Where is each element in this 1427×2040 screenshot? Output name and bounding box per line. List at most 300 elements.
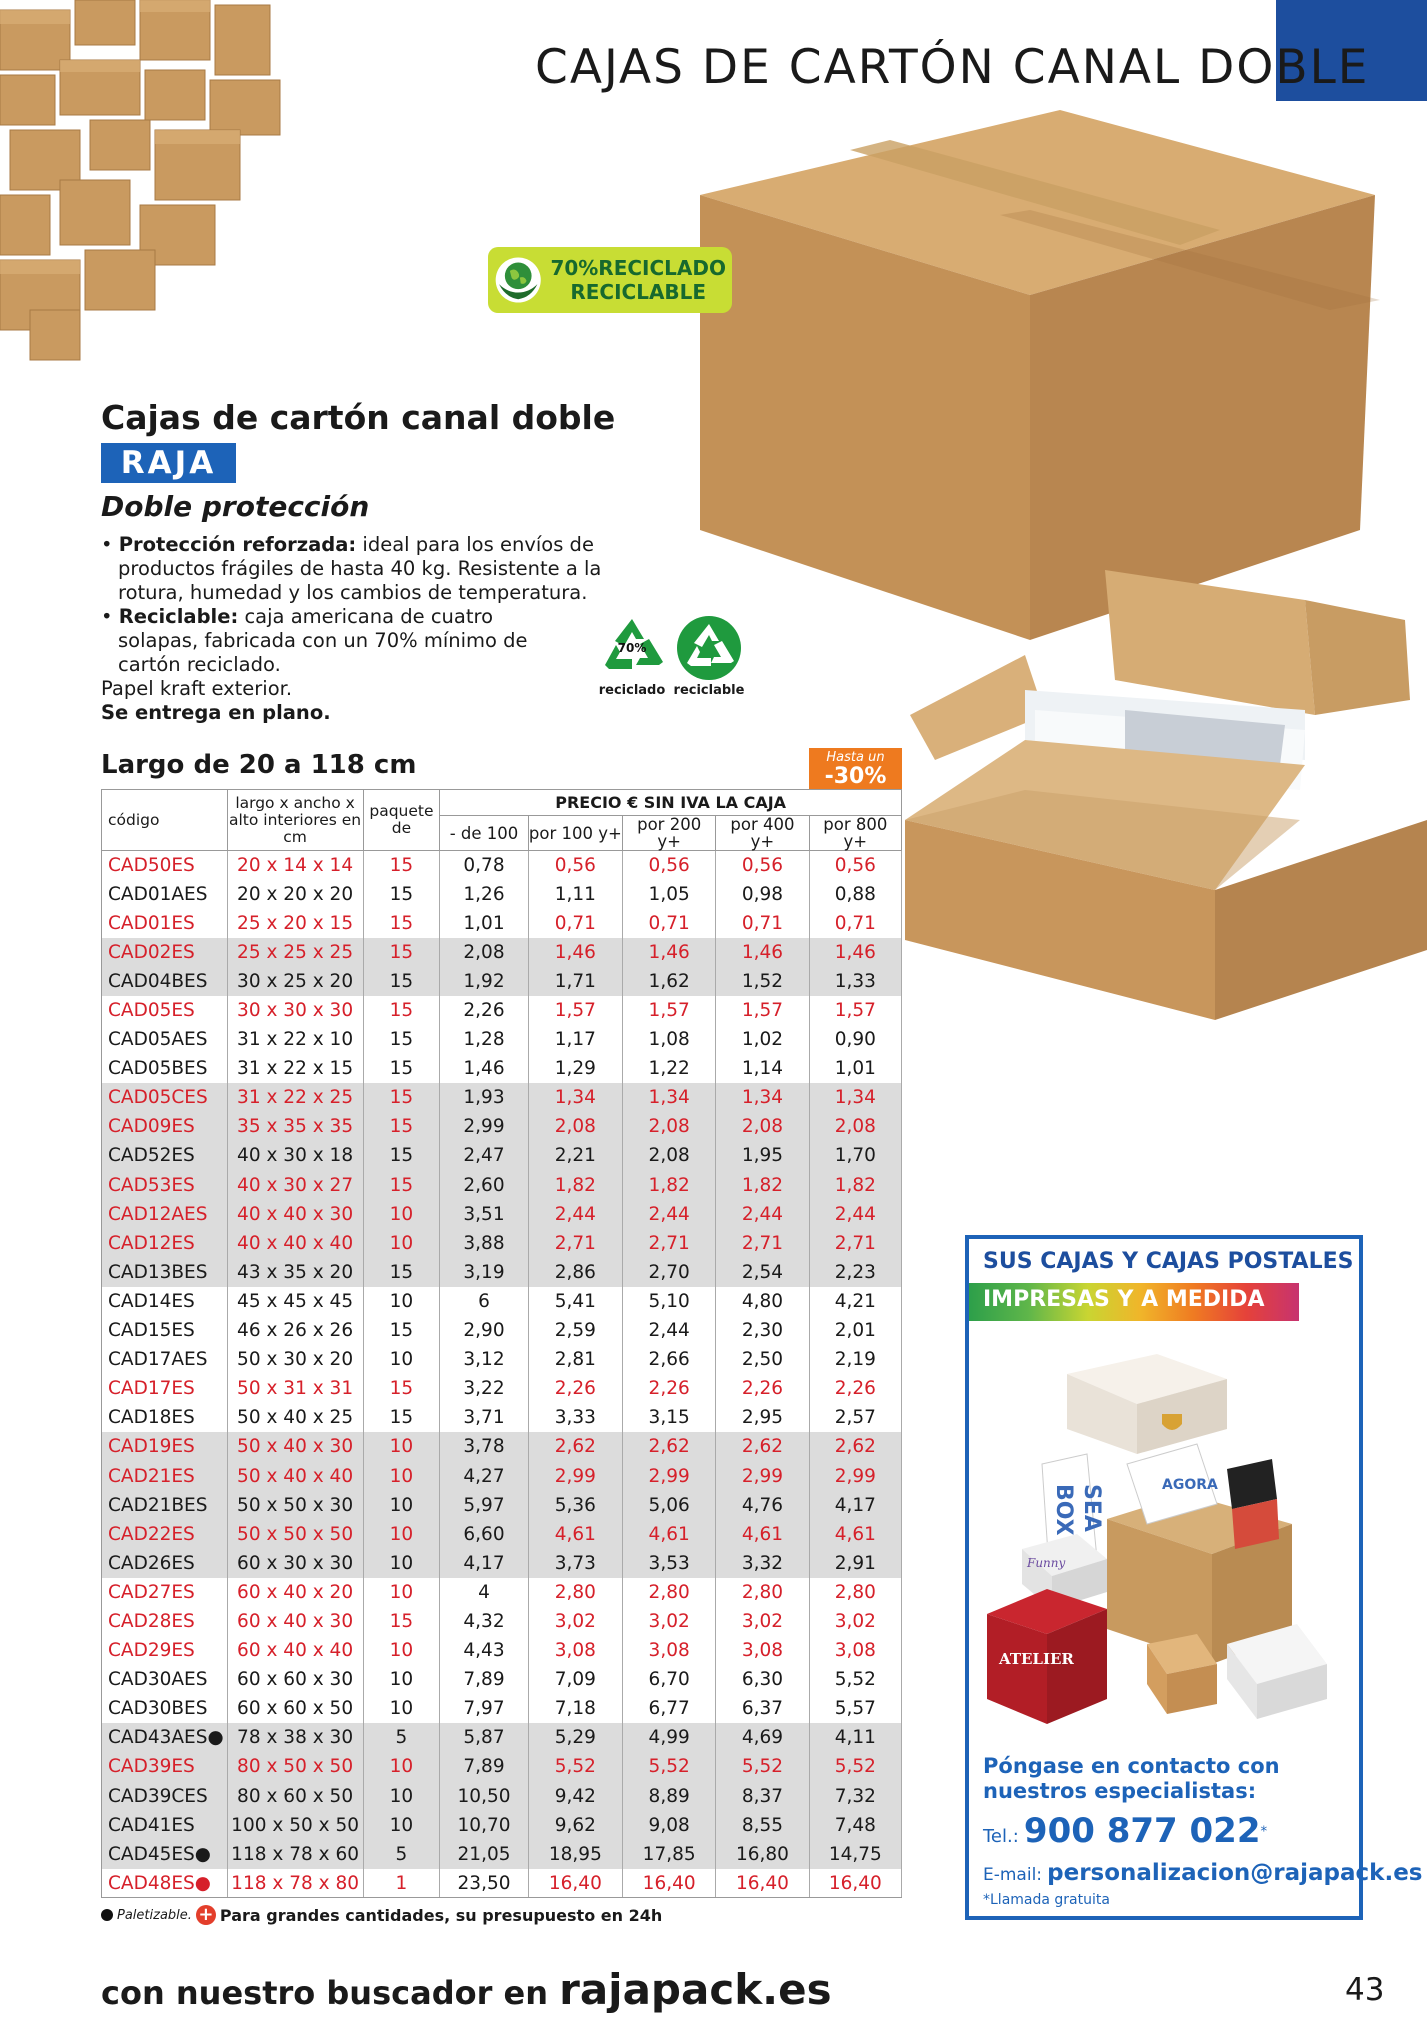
price-col-header: por 400 y+ bbox=[716, 816, 809, 851]
table-row bbox=[102, 1752, 902, 1781]
price-cell: 3,32 bbox=[716, 1549, 809, 1578]
footer-search-banner bbox=[101, 1965, 832, 2014]
stacked-boxes-photo bbox=[0, 0, 300, 385]
price-cell: 1,34 bbox=[528, 1083, 622, 1112]
price-cell: 17,85 bbox=[623, 1840, 716, 1869]
price-cell: 2,71 bbox=[623, 1229, 716, 1258]
price-cell: 1,14 bbox=[716, 1054, 809, 1083]
size-cell: 31 x 22 x 15 bbox=[227, 1054, 363, 1083]
pack-cell: 10 bbox=[363, 1345, 440, 1374]
code-cell: CAD52ES bbox=[102, 1141, 228, 1170]
price-cell: 5,52 bbox=[809, 1752, 901, 1781]
price-cell: 4,17 bbox=[440, 1549, 528, 1578]
price-cell: 2,19 bbox=[809, 1345, 901, 1374]
price-cell: 2,26 bbox=[440, 996, 528, 1025]
price-cell: 16,40 bbox=[528, 1869, 622, 1898]
recyclable-label: reciclable bbox=[673, 683, 745, 698]
contact-prompt: Póngase en contacto con nuestros especialistas: bbox=[983, 1754, 1280, 1803]
price-cell: 0,88 bbox=[809, 880, 901, 909]
code-cell: CAD05AES bbox=[102, 1025, 228, 1054]
size-cell: 60 x 30 x 30 bbox=[227, 1549, 363, 1578]
price-cell: 1,02 bbox=[716, 1025, 809, 1054]
price-cell: 4,32 bbox=[440, 1607, 528, 1636]
price-cell: 2,26 bbox=[716, 1374, 809, 1403]
size-cell: 25 x 20 x 15 bbox=[227, 909, 363, 938]
price-cell: 2,62 bbox=[716, 1432, 809, 1461]
pack-cell: 10 bbox=[363, 1287, 440, 1316]
table-row bbox=[102, 1636, 902, 1665]
price-cell: 23,50 bbox=[440, 1869, 528, 1898]
size-cell: 50 x 50 x 30 bbox=[227, 1491, 363, 1520]
price-cell: 2,62 bbox=[528, 1432, 622, 1461]
price-cell: 2,91 bbox=[809, 1549, 901, 1578]
recyclable-symbol bbox=[673, 615, 745, 698]
price-cell: 2,57 bbox=[809, 1403, 901, 1432]
price-cell: 1,71 bbox=[528, 967, 622, 996]
pack-cell: 5 bbox=[363, 1723, 440, 1752]
price-cell: 1,46 bbox=[528, 938, 622, 967]
table-row bbox=[102, 1694, 902, 1723]
size-cell: 78 x 38 x 30 bbox=[227, 1723, 363, 1752]
price-cell: 4,61 bbox=[623, 1520, 716, 1549]
price-cell: 16,40 bbox=[623, 1869, 716, 1898]
price-cell: 2,80 bbox=[623, 1578, 716, 1607]
price-cell: 2,44 bbox=[623, 1200, 716, 1229]
price-cell: 1,52 bbox=[716, 967, 809, 996]
flat-delivery-note: Se entrega en plano. bbox=[101, 701, 331, 724]
code-cell: CAD02ES bbox=[102, 938, 228, 967]
size-cell: 30 x 25 x 20 bbox=[227, 967, 363, 996]
price-cell: 6,77 bbox=[623, 1694, 716, 1723]
price-cell: 2,26 bbox=[528, 1374, 622, 1403]
price-cell: 1,70 bbox=[809, 1141, 901, 1170]
feature-protection: • Protección reforzada: ideal para los envíos de productos frágiles de hasta 40 kg. Resistente a la rotura, humedad y los cambios de temperatura. bbox=[101, 533, 602, 604]
size-cell: 35 x 35 x 35 bbox=[227, 1112, 363, 1141]
recycled-pct: 70% bbox=[617, 641, 647, 655]
price-cell: 10,50 bbox=[440, 1782, 528, 1811]
price-cell: 1,22 bbox=[623, 1054, 716, 1083]
code-cell: CAD05CES bbox=[102, 1083, 228, 1112]
price-cell: 1,08 bbox=[623, 1025, 716, 1054]
size-cell: 60 x 40 x 40 bbox=[227, 1636, 363, 1665]
table-row bbox=[102, 1054, 902, 1083]
price-cell: 1,17 bbox=[528, 1025, 622, 1054]
table-heading: Largo de 20 a 118 cm bbox=[101, 750, 417, 780]
price-cell: 0,71 bbox=[623, 909, 716, 938]
code-cell: CAD27ES bbox=[102, 1578, 228, 1607]
recycled-badge bbox=[488, 247, 732, 313]
table-row bbox=[102, 1229, 902, 1258]
pack-cell: 15 bbox=[363, 1112, 440, 1141]
table-footnote bbox=[101, 1905, 662, 1925]
pack-cell: 15 bbox=[363, 851, 440, 880]
price-cell: 1,05 bbox=[623, 880, 716, 909]
size-cell: 80 x 60 x 50 bbox=[227, 1782, 363, 1811]
price-cell: 1,93 bbox=[440, 1083, 528, 1112]
feature-protection-text: ideal para los envíos de productos frágiles de hasta 40 kg. Resistente a la rotura, humedad y los cambios de temperatura. bbox=[118, 533, 602, 604]
price-cell: 5,36 bbox=[528, 1491, 622, 1520]
size-cell: 60 x 40 x 30 bbox=[227, 1607, 363, 1636]
price-cell: 7,97 bbox=[440, 1694, 528, 1723]
price-cell: 2,80 bbox=[528, 1578, 622, 1607]
pack-cell: 15 bbox=[363, 880, 440, 909]
price-cell: 2,44 bbox=[716, 1200, 809, 1229]
price-cell: 2,71 bbox=[809, 1229, 901, 1258]
table-row bbox=[102, 1287, 902, 1316]
price-cell: 0,71 bbox=[716, 909, 809, 938]
price-cell: 4,76 bbox=[716, 1491, 809, 1520]
price-group-header: PRECIO € SIN IVA LA CAJA bbox=[440, 790, 902, 816]
size-cell: 100 x 50 x 50 bbox=[227, 1811, 363, 1840]
price-cell: 3,08 bbox=[623, 1636, 716, 1665]
pack-cell: 15 bbox=[363, 967, 440, 996]
recyclable-icon bbox=[676, 615, 742, 681]
price-cell: 2,08 bbox=[623, 1141, 716, 1170]
price-cell: 2,99 bbox=[809, 1461, 901, 1490]
price-cell: 2,54 bbox=[716, 1258, 809, 1287]
pack-cell: 15 bbox=[363, 1374, 440, 1403]
pallet-dot-icon bbox=[101, 1909, 113, 1921]
pack-cell: 15 bbox=[363, 1025, 440, 1054]
pack-cell: 10 bbox=[363, 1578, 440, 1607]
price-cell: 7,48 bbox=[809, 1811, 901, 1840]
size-cell: 50 x 30 x 20 bbox=[227, 1345, 363, 1374]
table-row bbox=[102, 1112, 902, 1141]
price-cell: 16,40 bbox=[716, 1869, 809, 1898]
price-cell: 2,26 bbox=[809, 1374, 901, 1403]
product-title: Cajas de cartón canal doble bbox=[101, 398, 616, 437]
price-cell: 3,12 bbox=[440, 1345, 528, 1374]
price-cell: 3,02 bbox=[623, 1607, 716, 1636]
size-cell: 50 x 40 x 25 bbox=[227, 1403, 363, 1432]
open-box-photo bbox=[905, 560, 1427, 1020]
raja-logo-text: RAJA bbox=[120, 445, 217, 481]
price-cell: 21,05 bbox=[440, 1840, 528, 1869]
table-row bbox=[102, 1607, 902, 1636]
phone-number-link[interactable]: 900 877 022 bbox=[1023, 1811, 1261, 1851]
price-cell: 5,29 bbox=[528, 1723, 622, 1752]
price-cell: 9,08 bbox=[623, 1811, 716, 1840]
price-table-body bbox=[102, 851, 902, 1898]
code-cell: CAD39ES bbox=[102, 1752, 228, 1781]
size-cell: 118 x 78 x 60 bbox=[227, 1840, 363, 1869]
pack-cell: 15 bbox=[363, 1171, 440, 1200]
code-cell: CAD26ES bbox=[102, 1549, 228, 1578]
price-cell: 2,47 bbox=[440, 1141, 528, 1170]
size-cell: 40 x 40 x 30 bbox=[227, 1200, 363, 1229]
pack-cell: 10 bbox=[363, 1665, 440, 1694]
price-cell: 3,02 bbox=[716, 1607, 809, 1636]
price-col-header: por 800 y+ bbox=[809, 816, 901, 851]
pack-cell: 10 bbox=[363, 1549, 440, 1578]
table-row bbox=[102, 1723, 902, 1752]
price-cell: 2,59 bbox=[528, 1316, 622, 1345]
price-col-header: por 100 y+ bbox=[528, 816, 622, 851]
promo-subheading: IMPRESAS Y A MEDIDA bbox=[983, 1287, 1265, 1312]
table-row bbox=[102, 1432, 902, 1461]
size-cell: 45 x 45 x 45 bbox=[227, 1287, 363, 1316]
size-cell: 31 x 22 x 10 bbox=[227, 1025, 363, 1054]
price-cell: 2,99 bbox=[440, 1112, 528, 1141]
phone-asterisk: * bbox=[1260, 1824, 1268, 1840]
pack-cell: 10 bbox=[363, 1229, 440, 1258]
phone-line bbox=[983, 1811, 1267, 1851]
table-row bbox=[102, 1665, 902, 1694]
pack-cell: 10 bbox=[363, 1694, 440, 1723]
col-size-header: largo x ancho x alto interiores en cm bbox=[227, 790, 363, 851]
price-cell: 14,75 bbox=[809, 1840, 901, 1869]
table-row bbox=[102, 1869, 902, 1898]
code-cell: CAD43AES● bbox=[102, 1723, 228, 1752]
table-row bbox=[102, 1782, 902, 1811]
code-cell: CAD45ES● bbox=[102, 1840, 228, 1869]
size-cell: 80 x 50 x 50 bbox=[227, 1752, 363, 1781]
recycled-symbol bbox=[596, 615, 668, 698]
price-cell: 8,55 bbox=[716, 1811, 809, 1840]
price-cell: 2,71 bbox=[528, 1229, 622, 1258]
price-cell: 5,41 bbox=[528, 1287, 622, 1316]
price-cell: 1,34 bbox=[623, 1083, 716, 1112]
price-cell: 2,70 bbox=[623, 1258, 716, 1287]
price-cell: 7,89 bbox=[440, 1665, 528, 1694]
price-cell: 0,56 bbox=[809, 851, 901, 880]
size-cell: 20 x 14 x 14 bbox=[227, 851, 363, 880]
pack-cell: 10 bbox=[363, 1432, 440, 1461]
code-cell: CAD01ES bbox=[102, 909, 228, 938]
code-cell: CAD15ES bbox=[102, 1316, 228, 1345]
price-cell: 3,02 bbox=[809, 1607, 901, 1636]
pack-cell: 15 bbox=[363, 1258, 440, 1287]
code-cell: CAD41ES bbox=[102, 1811, 228, 1840]
recycled-badge-line2: RECICLABLE bbox=[570, 280, 707, 304]
code-cell: CAD30AES bbox=[102, 1665, 228, 1694]
code-cell: CAD17ES bbox=[102, 1374, 228, 1403]
funny-box-text: Funny bbox=[1027, 1556, 1066, 1570]
sea-box-text: SEA bbox=[1079, 1484, 1104, 1532]
code-cell: CAD09ES bbox=[102, 1112, 228, 1141]
price-table bbox=[101, 789, 902, 1898]
price-cell: 5,10 bbox=[623, 1287, 716, 1316]
price-cell: 2,62 bbox=[623, 1432, 716, 1461]
price-cell: 3,15 bbox=[623, 1403, 716, 1432]
price-cell: 2,50 bbox=[716, 1345, 809, 1374]
table-row bbox=[102, 1171, 902, 1200]
price-cell: 4,61 bbox=[716, 1520, 809, 1549]
size-cell: 60 x 60 x 50 bbox=[227, 1694, 363, 1723]
price-cell: 2,30 bbox=[716, 1316, 809, 1345]
table-row bbox=[102, 1520, 902, 1549]
table-row bbox=[102, 1083, 902, 1112]
code-cell: CAD28ES bbox=[102, 1607, 228, 1636]
size-cell: 20 x 20 x 20 bbox=[227, 880, 363, 909]
price-cell: 9,62 bbox=[528, 1811, 622, 1840]
price-cell: 4,61 bbox=[809, 1520, 901, 1549]
table-row bbox=[102, 1578, 902, 1607]
price-cell: 5,52 bbox=[528, 1752, 622, 1781]
size-cell: 46 x 26 x 26 bbox=[227, 1316, 363, 1345]
price-cell: 1,82 bbox=[528, 1171, 622, 1200]
price-cell: 0,78 bbox=[440, 851, 528, 880]
agora-box-text: AGORA bbox=[1162, 1477, 1218, 1493]
price-cell: 3,53 bbox=[623, 1549, 716, 1578]
price-cell: 2,66 bbox=[623, 1345, 716, 1374]
printed-boxes-photo bbox=[987, 1334, 1345, 1744]
price-cell: 1,46 bbox=[623, 938, 716, 967]
table-row bbox=[102, 1200, 902, 1229]
price-cell: 2,60 bbox=[440, 1171, 528, 1200]
pack-cell: 10 bbox=[363, 1636, 440, 1665]
recycled-label: reciclado bbox=[598, 683, 666, 698]
price-cell: 1,95 bbox=[716, 1141, 809, 1170]
price-cell: 1,46 bbox=[809, 938, 901, 967]
pack-cell: 10 bbox=[363, 1811, 440, 1840]
price-cell: 3,08 bbox=[809, 1636, 901, 1665]
globe-hands-icon bbox=[494, 251, 542, 309]
discount-line2: -30% bbox=[824, 764, 887, 789]
price-cell: 3,71 bbox=[440, 1403, 528, 1432]
price-cell: 5,52 bbox=[809, 1665, 901, 1694]
feature-recyclable: • Reciclable: caja americana de cuatro solapas, fabricada con un 70% mínimo de cartón reciclado. bbox=[101, 605, 528, 676]
price-cell: 2,44 bbox=[623, 1316, 716, 1345]
price-cell: 3,88 bbox=[440, 1229, 528, 1258]
code-cell: CAD48ES● bbox=[102, 1869, 228, 1898]
price-cell: 4,11 bbox=[809, 1723, 901, 1752]
price-cell: 0,71 bbox=[528, 909, 622, 938]
code-cell: CAD29ES bbox=[102, 1636, 228, 1665]
pack-cell: 15 bbox=[363, 996, 440, 1025]
price-cell: 1,26 bbox=[440, 880, 528, 909]
size-cell: 60 x 60 x 30 bbox=[227, 1665, 363, 1694]
price-cell: 1,01 bbox=[809, 1054, 901, 1083]
price-cell: 2,62 bbox=[809, 1432, 901, 1461]
price-cell: 2,08 bbox=[716, 1112, 809, 1141]
price-cell: 18,95 bbox=[528, 1840, 622, 1869]
code-cell: CAD39CES bbox=[102, 1782, 228, 1811]
custom-print-promo bbox=[965, 1235, 1423, 1920]
price-cell: 2,90 bbox=[440, 1316, 528, 1345]
table-row bbox=[102, 909, 902, 938]
price-cell: 5,52 bbox=[716, 1752, 809, 1781]
pack-cell: 15 bbox=[363, 1607, 440, 1636]
table-row bbox=[102, 1403, 902, 1432]
pack-cell: 10 bbox=[363, 1520, 440, 1549]
price-cell: 4,61 bbox=[528, 1520, 622, 1549]
price-cell: 3,22 bbox=[440, 1374, 528, 1403]
code-cell: CAD12ES bbox=[102, 1229, 228, 1258]
pack-cell: 10 bbox=[363, 1752, 440, 1781]
table-row bbox=[102, 1461, 902, 1490]
code-cell: CAD22ES bbox=[102, 1520, 228, 1549]
pack-cell: 15 bbox=[363, 1403, 440, 1432]
code-cell: CAD04BES bbox=[102, 967, 228, 996]
pack-cell: 10 bbox=[363, 1782, 440, 1811]
price-cell: 1,34 bbox=[809, 1083, 901, 1112]
discount-line1: Hasta un bbox=[826, 750, 885, 765]
product-description bbox=[101, 533, 661, 725]
size-cell: 40 x 30 x 18 bbox=[227, 1141, 363, 1170]
email-line bbox=[983, 1860, 1423, 1886]
code-cell: CAD13BES bbox=[102, 1258, 228, 1287]
price-cell: 3,08 bbox=[716, 1636, 809, 1665]
code-cell: CAD14ES bbox=[102, 1287, 228, 1316]
page-number: 43 bbox=[1345, 1972, 1385, 2008]
table-row bbox=[102, 880, 902, 909]
price-cell: 2,99 bbox=[716, 1461, 809, 1490]
size-cell: 40 x 40 x 40 bbox=[227, 1229, 363, 1258]
price-cell: 1,01 bbox=[440, 909, 528, 938]
table-row bbox=[102, 1316, 902, 1345]
price-cell: 1,28 bbox=[440, 1025, 528, 1054]
price-cell: 3,33 bbox=[528, 1403, 622, 1432]
price-cell: 0,56 bbox=[528, 851, 622, 880]
size-cell: 30 x 30 x 30 bbox=[227, 996, 363, 1025]
table-row bbox=[102, 851, 902, 880]
price-cell: 4,80 bbox=[716, 1287, 809, 1316]
code-cell: CAD50ES bbox=[102, 851, 228, 880]
table-row bbox=[102, 1258, 902, 1287]
pack-cell: 15 bbox=[363, 1316, 440, 1345]
pack-cell: 10 bbox=[363, 1491, 440, 1520]
price-cell: 6,70 bbox=[623, 1665, 716, 1694]
pack-cell: 15 bbox=[363, 938, 440, 967]
kraft-paper-note: Papel kraft exterior. bbox=[101, 677, 293, 700]
table-row bbox=[102, 938, 902, 967]
price-cell: 3,19 bbox=[440, 1258, 528, 1287]
price-cell: 1,33 bbox=[809, 967, 901, 996]
feature-protection-label: Protección reforzada: bbox=[118, 533, 357, 556]
pack-cell: 10 bbox=[363, 1461, 440, 1490]
price-cell: 7,09 bbox=[528, 1665, 622, 1694]
price-cell: 7,18 bbox=[528, 1694, 622, 1723]
price-cell: 2,26 bbox=[623, 1374, 716, 1403]
price-cell: 1,62 bbox=[623, 967, 716, 996]
promo-heading: SUS CAJAS Y CAJAS POSTALES bbox=[983, 1249, 1354, 1274]
price-cell: 0,56 bbox=[716, 851, 809, 880]
feature-recyclable-text: caja americana de cuatro solapas, fabricada con un 70% mínimo de cartón reciclado. bbox=[118, 605, 528, 676]
table-row bbox=[102, 1811, 902, 1840]
code-cell: CAD12AES bbox=[102, 1200, 228, 1229]
price-cell: 6,37 bbox=[716, 1694, 809, 1723]
page-title: CAJAS DE CARTÓN CANAL DOBLE bbox=[535, 40, 1370, 95]
price-cell: 1,57 bbox=[809, 996, 901, 1025]
price-cell: 2,71 bbox=[716, 1229, 809, 1258]
col-pack-header: paquete de bbox=[363, 790, 440, 851]
price-cell: 0,71 bbox=[809, 909, 901, 938]
table-row bbox=[102, 1491, 902, 1520]
pack-cell: 5 bbox=[363, 1840, 440, 1869]
price-cell: 3,02 bbox=[528, 1607, 622, 1636]
price-cell: 5,57 bbox=[809, 1694, 901, 1723]
size-cell: 60 x 40 x 20 bbox=[227, 1578, 363, 1607]
website-link[interactable]: rajapack.es bbox=[559, 1965, 832, 2014]
price-cell: 2,08 bbox=[809, 1112, 901, 1141]
price-cell: 1,57 bbox=[716, 996, 809, 1025]
code-cell: CAD21BES bbox=[102, 1491, 228, 1520]
recycled-badge-line1: 70%RECICLADO bbox=[550, 256, 726, 280]
price-cell: 2,44 bbox=[528, 1200, 622, 1229]
pack-cell: 15 bbox=[363, 909, 440, 938]
size-cell: 50 x 50 x 50 bbox=[227, 1520, 363, 1549]
price-cell: 4,69 bbox=[716, 1723, 809, 1752]
size-cell: 25 x 25 x 25 bbox=[227, 938, 363, 967]
email-link[interactable]: personalizacion@rajapack.es bbox=[1047, 1860, 1423, 1886]
size-cell: 43 x 35 x 20 bbox=[227, 1258, 363, 1287]
price-cell: 2,01 bbox=[809, 1316, 901, 1345]
code-cell: CAD17AES bbox=[102, 1345, 228, 1374]
pack-cell: 10 bbox=[363, 1200, 440, 1229]
price-cell: 0,98 bbox=[716, 880, 809, 909]
price-cell: 10,70 bbox=[440, 1811, 528, 1840]
